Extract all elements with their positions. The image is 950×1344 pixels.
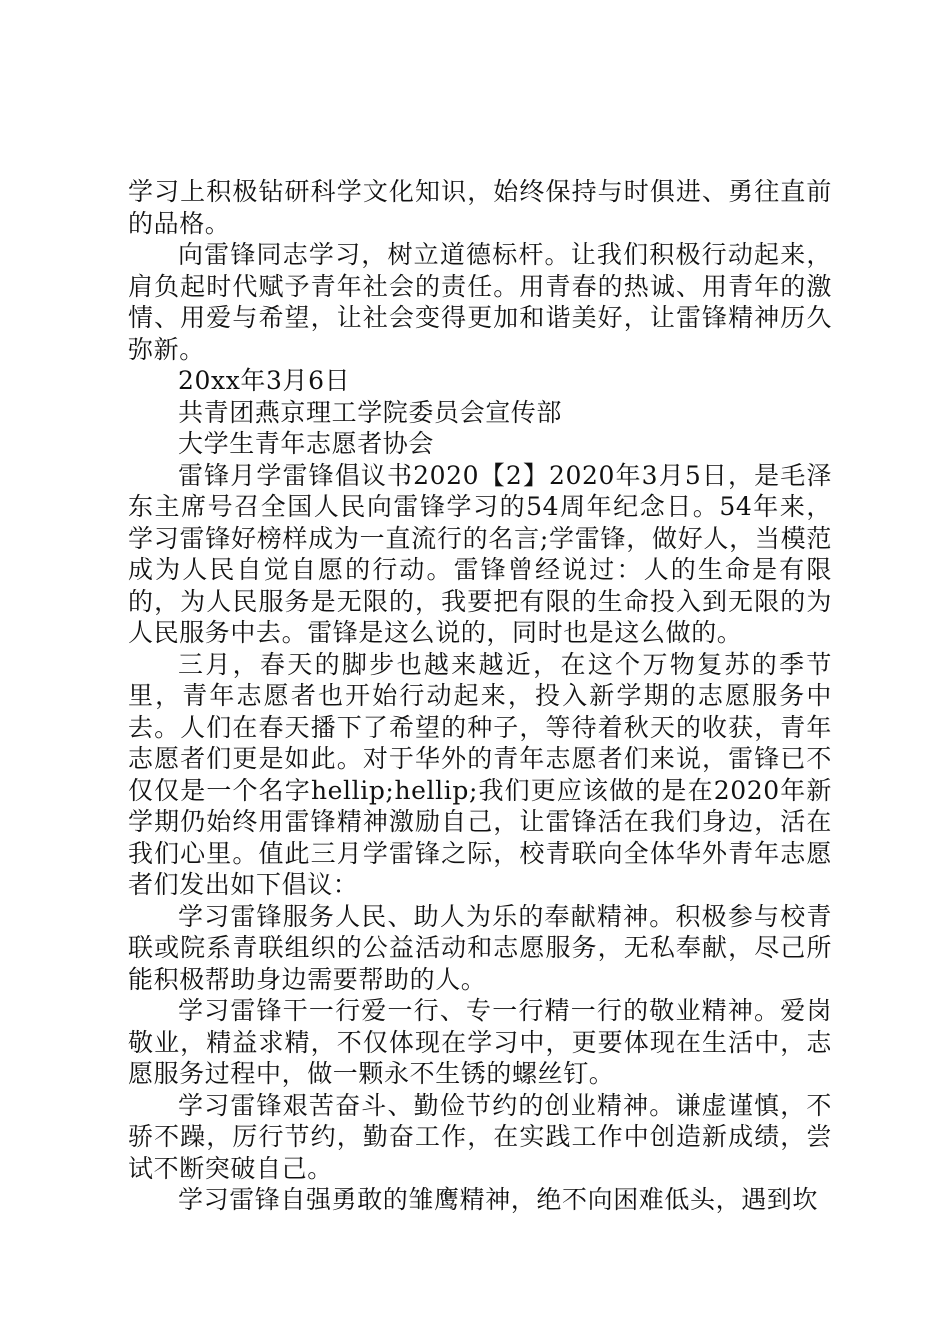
document-page [128, 176, 832, 1216]
signature-association: 大学生青年志愿者协会 [178, 429, 435, 458]
date-line: 20xx年3月6日 [178, 366, 351, 395]
paragraph-call-to-action: 向雷锋同志学习，树立道德标杆。让我们积极行动起来，肩负起时代赋予青年社会的责任。用青春的热诚、用青年的激情、用爱与希望，让社会变得更加和谐美好，让雷锋精神历久弥新。 [128, 240, 832, 364]
paragraph-intro: 雷锋月学雷锋倡议书2020【2】2020年3月5日，是毛泽东主席号召全国人民向雷锋学习的54周年纪念日。54年来，学习雷锋好榜样成为一直流行的名言;学雷锋，做好人，当模范成为人民自觉自愿的行动。雷锋曾经说过：人的生命是有限的，为人民服务是无限的，我要把有限的生命投入到无限的为人民服务中去。雷锋是这么说的，同时也是这么做的。 [128, 460, 832, 647]
paragraph-proposal-1: 学习雷锋服务人民、助人为乐的奉献精神。积极参与校青联或院系青联组织的公益活动和志愿服务，无私奉献，尽己所能积极帮助身边需要帮助的人。 [128, 901, 832, 994]
paragraph-proposal-4: 学习雷锋自强勇敢的雏鹰精神，绝不向困难低头，遇到坎 [178, 1185, 819, 1214]
signature-department: 共青团燕京理工学院委员会宣传部 [178, 397, 563, 427]
paragraph-spring: 三月，春天的脚步也越来越近，在这个万物复苏的季节里，青年志愿者也开始行动起来，投入新学期的志愿服务中去。人们在春天播下了希望的种子，等待着秋天的收获，青年志愿者们更是如此。对于华外的青年志愿者们来说，雷锋已不仅仅是一个名字hellip;hellip;我们更应该做的是在2020年新学期仍始终用雷锋精神激励自己，让雷锋活在我们身边，活在我们心里。值此三月学雷锋之际，校青联向全体华外青年志愿者们发出如下倡议： [128, 649, 832, 899]
paragraph-proposal-2: 学习雷锋干一行爱一行、专一行精一行的敬业精神。爱岗敬业，精益求精，不仅体现在学习中，更要体现在生活中，志愿服务过程中，做一颗永不生锈的螺丝钉。 [128, 996, 832, 1088]
paragraph-continuation: 学习上积极钻研科学文化知识，始终保持与时俱进、勇往直前的品格。 [128, 177, 832, 238]
paragraph-proposal-3: 学习雷锋艰苦奋斗、勤俭节约的创业精神。谦虚谨慎，不骄不躁，厉行节约，勤奋工作，在实践工作中创造新成绩，尝试不断突破自己。 [128, 1090, 832, 1183]
